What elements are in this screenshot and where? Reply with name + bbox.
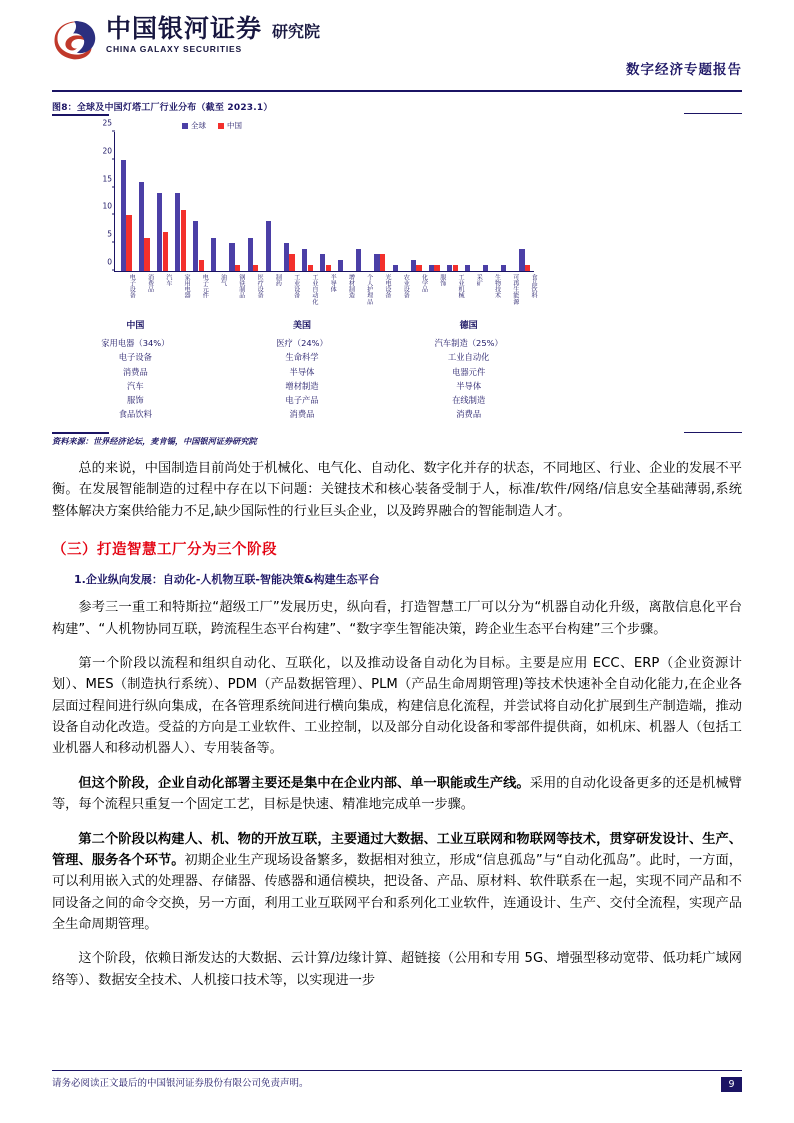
bar-china bbox=[434, 265, 439, 271]
bar-global bbox=[211, 238, 216, 271]
bar-global bbox=[465, 265, 470, 271]
x-axis-tick-label: 生物技术 bbox=[493, 274, 501, 299]
y-axis-tick-mark bbox=[112, 158, 115, 159]
x-axis-tick-label: 电子设备 bbox=[128, 274, 136, 299]
document-body bbox=[52, 458, 742, 1004]
phase-one-note-rest: 采用的自动化设备更多的还是机械臂等，每个流程只重复一个固定工艺，目标是快速、精准地完成单一步骤。 bbox=[52, 775, 742, 813]
country-industry-item: 半导体 bbox=[289, 366, 315, 377]
source-rule-right bbox=[684, 432, 742, 433]
country-industry-item: 半导体 bbox=[456, 380, 482, 391]
bar-group bbox=[226, 132, 244, 271]
legend-swatch-icon bbox=[182, 123, 188, 129]
bar-global bbox=[429, 265, 434, 271]
x-axis-tick-label: 服饰 bbox=[438, 274, 446, 287]
bar-group bbox=[389, 132, 407, 271]
bar-global bbox=[483, 265, 488, 271]
x-axis-tick-label: 采矿 bbox=[475, 274, 483, 287]
country-industry-item: 消费品 bbox=[456, 409, 482, 420]
bar-group bbox=[407, 132, 425, 271]
country-column bbox=[219, 318, 386, 422]
bar-global bbox=[121, 160, 126, 271]
country-name: 德国 bbox=[459, 321, 478, 331]
x-axis-tick-label: 个人护理品 bbox=[365, 274, 373, 305]
country-industry-item: 增材制造 bbox=[285, 380, 319, 391]
chart-x-axis-labels bbox=[116, 274, 536, 320]
y-axis-tick-label: 10 bbox=[102, 201, 112, 211]
x-axis-tick-label: 消费品 bbox=[146, 274, 154, 293]
phase-two-bold: 第二个阶段以构建人、机、物的开放互联，主要通过大数据、工业互联网和物联网等技术，贯穿研发设计、生产、管理、服务各个环节。 bbox=[52, 831, 742, 868]
bar-global bbox=[302, 249, 307, 271]
bar-group bbox=[353, 132, 371, 271]
bar-china bbox=[144, 238, 149, 271]
x-axis-tick-label: 汽车 bbox=[164, 274, 172, 287]
country-column bbox=[52, 318, 219, 422]
paragraph-phase-one: 第一个阶段以流程和组织自动化、互联化，以及推动设备自动化为目标。主要是应用 ECC、ERP（企业资源计划）、MES（制造执行系统）、PDM（产品数据管理）、PLM（产品生命周期管理)等技术快速补全自动化能力,在企业各层面过程间进行纵向集成，在各管理系统间进行横向集成，构建信息化流程，并尝试将自动化扩展到生产制造端，推动设备自动化改造。受益的方向是工业软件、工业控制，以及部分自动化设备和零部件提供商，如机床、机器人（包括工业机器人和移动机器人）、专用装备等。 bbox=[52, 655, 742, 757]
bar-china bbox=[326, 265, 331, 271]
bar-china bbox=[525, 265, 530, 271]
country-industry-item: 医疗（24%） bbox=[276, 338, 328, 348]
bar-china bbox=[235, 265, 240, 271]
country-name: 中国 bbox=[126, 321, 145, 331]
bar-china bbox=[289, 254, 294, 271]
subsection-heading: 1.企业纵向发展：自动化-人机物互联-智能决策&构建生态平台 bbox=[74, 573, 380, 587]
bar-global bbox=[139, 182, 144, 271]
bar-group bbox=[443, 132, 461, 271]
country-industry-table bbox=[52, 318, 552, 422]
y-axis-tick-mark bbox=[112, 131, 115, 132]
company-logo bbox=[52, 16, 320, 62]
bar-group bbox=[498, 132, 516, 271]
figure-top-rule-right bbox=[684, 113, 742, 114]
y-axis-tick-label: 25 bbox=[102, 118, 112, 128]
bar-china bbox=[308, 265, 313, 271]
y-axis-tick-mark bbox=[112, 270, 115, 271]
bar-group bbox=[480, 132, 498, 271]
figure-caption-underline bbox=[52, 114, 109, 116]
bar-group bbox=[335, 132, 353, 271]
bar-global bbox=[157, 193, 162, 271]
galaxy-logo-icon bbox=[52, 16, 98, 62]
x-axis-tick-label: 可再生能源 bbox=[511, 274, 519, 305]
country-industry-item: 消费品 bbox=[122, 366, 148, 377]
legend-item-china bbox=[218, 120, 242, 131]
paragraph-three-stages: 参考三一重工和特斯拉“超级工厂”发展历史，纵向看，打造智慧工厂可以分为“机器自动化升级，离散信息化平台构建”、“人机物协同互联，跨流程生态平台构建”、“数字孪生智能决策，跨企业生态平台构建”三个步骤。 bbox=[52, 600, 742, 637]
section-heading: （三）打造智慧工厂分为三个阶段 bbox=[52, 542, 277, 559]
bar-global bbox=[501, 265, 506, 271]
bar-global bbox=[266, 221, 271, 271]
bar-china bbox=[163, 232, 168, 271]
bar-china bbox=[181, 210, 186, 271]
figure-source: 资料来源：世界经济论坛，麦肯锡，中国银河证券研究院 bbox=[52, 436, 257, 446]
bar-group bbox=[298, 132, 316, 271]
legend-item-global bbox=[182, 120, 206, 131]
x-axis-tick-label: 家用电器 bbox=[183, 274, 191, 299]
bar-group bbox=[190, 132, 208, 271]
lighthouse-factory-chart bbox=[52, 118, 552, 318]
bar-global bbox=[447, 265, 452, 271]
bar-global bbox=[338, 260, 343, 271]
country-industry-item: 服饰 bbox=[127, 395, 144, 406]
bar-group bbox=[208, 132, 226, 271]
country-industry-item: 食品饮料 bbox=[118, 409, 152, 420]
country-industry-item: 汽车 bbox=[127, 380, 144, 391]
report-title: 数字经济专题报告 bbox=[626, 62, 742, 78]
logo-institute-label: 研究院 bbox=[272, 22, 321, 41]
bar-global bbox=[320, 254, 325, 271]
country-industry-item: 家用电器（34%） bbox=[101, 338, 170, 348]
bar-global bbox=[374, 254, 379, 271]
x-axis-tick-label: 油气 bbox=[219, 274, 227, 287]
x-axis-tick-label: 钢铁制品 bbox=[237, 274, 245, 299]
phase-two-rest: 初期企业生产现场设备繁多，数据相对独立，形成“信息孤岛”与“自动化孤岛”。此时，一方面，可以利用嵌入式的处理器、存储器、传感器和通信模块，把设备、产品、原材料、软件联系在一起，实现不同产品和不同设备之间的命令交换，另一方面，利用工业互联网平台和系列化工业软件，连通设计、生产、交付全流程，实现产品全生命周期管理。 bbox=[52, 852, 742, 932]
y-axis-tick-label: 15 bbox=[102, 174, 112, 184]
bar-group bbox=[171, 132, 189, 271]
bar-group bbox=[371, 132, 389, 271]
x-axis-tick-label: 农业设备 bbox=[402, 274, 410, 299]
country-industry-item: 电器元件 bbox=[452, 366, 486, 377]
bar-global bbox=[393, 265, 398, 271]
paragraph-phase-two bbox=[52, 829, 742, 936]
paragraph-summary: 总的来说，中国制造目前尚处于机械化、电气化、自动化、数字化并存的状态，不同地区、行业、企业的发展不平衡。在发展智能制造的过程中存在以下问题：关键技术和核心装备受制于人，标准/软件/网络/信息安全基础薄弱,系统整体解决方案供给能力不足,缺少国际性的行业巨头企业，以及跨界融合的智能制造人才。 bbox=[52, 461, 742, 519]
logo-chinese-name: 中国银河证券 bbox=[106, 14, 263, 43]
legend-label: 全球 bbox=[191, 121, 206, 130]
figure-caption: 图8：全球及中国灯塔工厂行业分布（截至 2023.1） bbox=[52, 103, 273, 113]
bar-group bbox=[425, 132, 443, 271]
bar-global bbox=[284, 243, 289, 271]
bar-china bbox=[380, 254, 385, 271]
chart-legend bbox=[182, 120, 242, 131]
phase-one-note-bold: 但这个阶段，企业自动化部署主要还是集中在企业内部、单一职能或生产线。 bbox=[78, 775, 530, 791]
bar-global bbox=[411, 260, 416, 271]
bar-global bbox=[356, 249, 361, 271]
y-axis-tick-label: 5 bbox=[107, 229, 112, 239]
x-axis-tick-label: 增材制造 bbox=[347, 274, 355, 299]
x-axis-tick-label: 光电设备 bbox=[383, 274, 391, 299]
y-axis-tick-mark bbox=[112, 186, 115, 187]
x-axis-tick-label: 工业设备 bbox=[292, 274, 300, 299]
country-industry-item: 生命科学 bbox=[285, 352, 319, 363]
source-rule-left bbox=[52, 432, 109, 434]
bar-group bbox=[262, 132, 280, 271]
bar-group bbox=[461, 132, 479, 271]
bar-group bbox=[244, 132, 262, 271]
paragraph-phase-two-cont: 这个阶段，依赖日渐发达的大数据、云计算/边缘计算、超链接（公用和专用 5G、增强型移动宽带、低功耗广域网络等）、数据安全技术、人机接口技术等，以实现进一步 bbox=[52, 951, 742, 988]
country-name: 美国 bbox=[293, 321, 312, 331]
x-axis-tick-label: 半导体 bbox=[329, 274, 337, 293]
chart-bars bbox=[117, 132, 534, 271]
x-axis-tick-label: 工业机械 bbox=[457, 274, 465, 299]
legend-label: 中国 bbox=[227, 121, 242, 130]
x-axis-tick-label: 化学品 bbox=[420, 274, 428, 293]
y-axis-tick-mark bbox=[112, 214, 115, 215]
country-industry-item: 消费品 bbox=[289, 409, 315, 420]
bar-global bbox=[193, 221, 198, 271]
y-axis-tick-mark bbox=[112, 242, 115, 243]
bar-global bbox=[248, 238, 253, 271]
bar-global bbox=[519, 249, 524, 271]
x-axis-tick-label: 制药 bbox=[274, 274, 282, 287]
bar-china bbox=[199, 260, 204, 271]
bar-china bbox=[253, 265, 258, 271]
bar-group bbox=[316, 132, 334, 271]
page-header bbox=[52, 16, 742, 88]
x-axis-tick-label: 食品饮料 bbox=[530, 274, 538, 299]
country-industry-item: 工业自动化 bbox=[447, 352, 490, 363]
country-industry-item: 汽车制造（25%） bbox=[434, 338, 503, 348]
bar-group bbox=[516, 132, 534, 271]
bar-group bbox=[135, 132, 153, 271]
y-axis-tick-label: 0 bbox=[107, 257, 112, 267]
x-axis-tick-label: 医疗设备 bbox=[256, 274, 264, 299]
footer-disclaimer: 请务必阅读正文最后的中国银河证券股份有限公司免责声明。 bbox=[52, 1078, 309, 1089]
bar-group bbox=[153, 132, 171, 271]
x-axis-tick-label: 工业自动化 bbox=[310, 274, 318, 305]
bar-china bbox=[126, 215, 131, 271]
page-number: 9 bbox=[721, 1077, 742, 1092]
y-axis-tick-label: 20 bbox=[102, 146, 112, 156]
paragraph-phase-one-note bbox=[52, 773, 742, 816]
bar-china bbox=[453, 265, 458, 271]
header-divider bbox=[52, 90, 742, 92]
footer-divider bbox=[52, 1070, 742, 1072]
legend-swatch-icon bbox=[218, 123, 224, 129]
bar-china bbox=[416, 265, 421, 271]
country-column bbox=[385, 318, 552, 422]
country-industry-item: 电子产品 bbox=[285, 395, 319, 406]
bar-global bbox=[175, 193, 180, 271]
logo-english-name: CHINA GALAXY SECURITIES bbox=[106, 44, 242, 55]
country-industry-item: 在线制造 bbox=[452, 395, 486, 406]
x-axis-tick-label: 电子元件 bbox=[201, 274, 209, 299]
country-industry-item: 电子设备 bbox=[118, 352, 152, 363]
bar-group bbox=[117, 132, 135, 271]
bar-group bbox=[280, 132, 298, 271]
bar-global bbox=[229, 243, 234, 271]
